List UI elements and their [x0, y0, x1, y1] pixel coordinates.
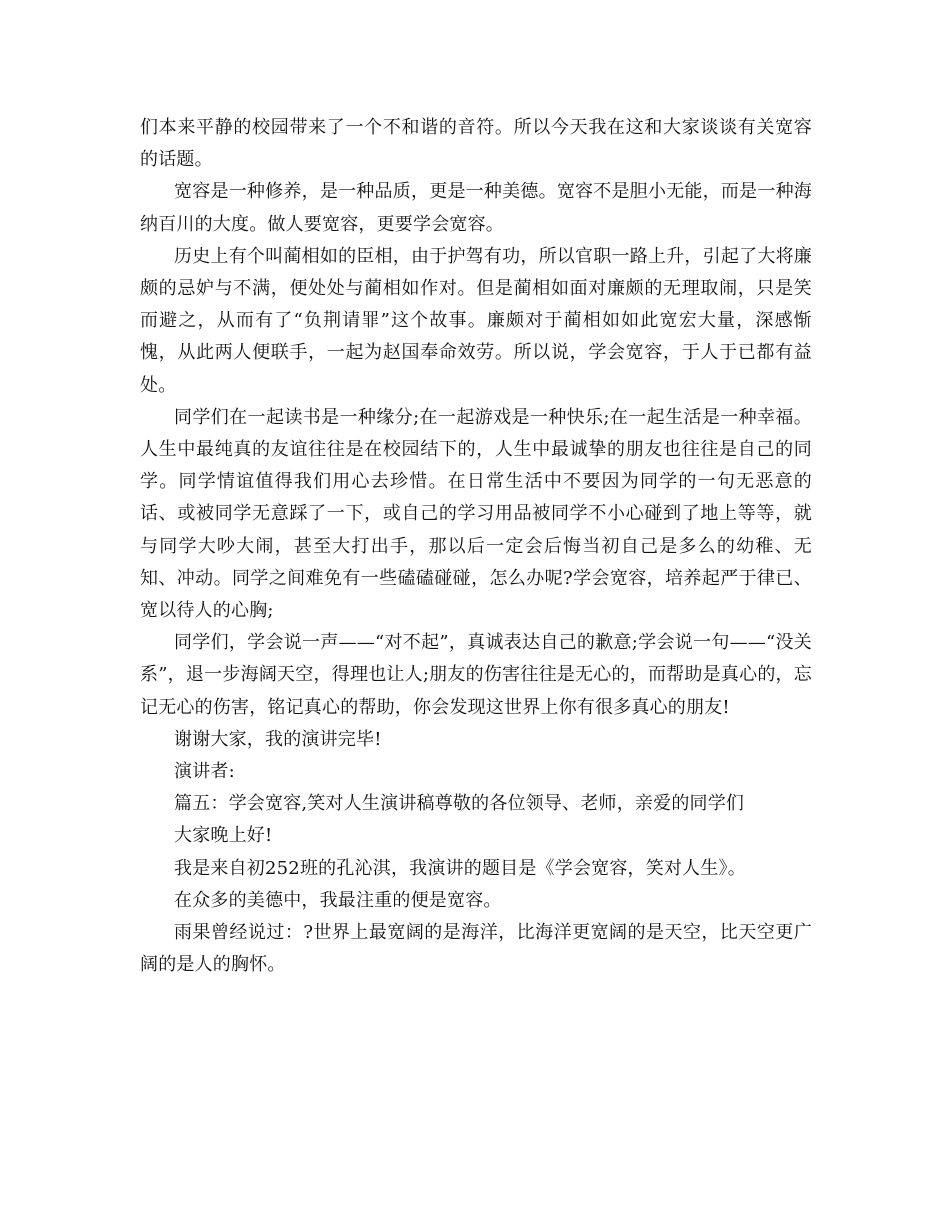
paragraph-apology: 同学们，学会说一声——“对不起”，真诚表达自己的歉意;学会说一句——“没关系”，退一步海阔天空，得理也让人;朋友的伤害往往是无心的，而帮助是真心的，忘记无心的伤害，铭记真心的帮助，你会发现这世界上你有很多真心的朋友! — [140, 632, 812, 718]
paragraph-history-story: 历史上有个叫蔺相如的臣相，由于护驾有功，所以官职一路上升，引起了大将廉颇的忌妒与不满，便处处与蔺相如作对。但是蔺相如面对廉颇的无理取闹，只是笑而避之，从而有了“负荆请罪”这个故事。廉颇对于蔺相如如此宽宏大量，深感惭愧，从此两人便联手，一起为赵国奉命效劳。所以说，学会宽容，于人于已都有益处。 — [140, 245, 812, 396]
paragraph-tolerance-definition: 宽容是一种修养，是一种品质，更是一种美德。宽容不是胆小无能，而是一种海纳百川的大度。做人要宽容，更要学会宽容。 — [140, 181, 812, 235]
speech-body — [140, 112, 812, 981]
paragraph-virtue: 在众多的美德中，我最注重的便是宽容。 — [174, 889, 502, 911]
paragraph-greeting: 大家晚上好! — [174, 825, 273, 847]
paragraph-hugo-quote: 雨果曾经说过：?世界上最宽阔的是海洋，比海洋更宽阔的是天空，比天空更广阔的是人的胸怀。 — [140, 922, 812, 976]
paragraph-section-five-title: 篇五：学会宽容,笑对人生演讲稿尊敬的各位领导、老师，亲爱的同学们 — [174, 793, 745, 815]
paragraph-introduction: 我是来自初252班的孔沁淇，我演讲的题目是《学会宽容，笑对人生》。 — [174, 857, 746, 879]
paragraph-continuation: 们本来平静的校园带来了一个不和谐的音符。所以今天我在这和大家谈谈有关宽容的话题。 — [140, 117, 812, 171]
paragraph-thanks: 谢谢大家，我的演讲完毕! — [174, 728, 382, 750]
paragraph-speaker: 演讲者: — [174, 761, 235, 783]
paragraph-classmates: 同学们在一起读书是一种缘分;在一起游戏是一种快乐;在一起生活是一种幸福。人生中最纯真的友谊往往是在校园结下的，人生中最诚挚的朋友也往往是自己的同学。同学情谊值得我们用心去珍惜。在日常生活中不要因为同学的一句无恶意的话、或被同学无意踩了一下，或自己的学习用品被同学不小心碰到了地上等等，就与同学大吵大闹，甚至大打出手，那以后一定会后悔当初自己是多么的幼稚、无知、冲动。同学之间难免有一些磕磕碰碰，怎么办呢?学会宽容，培养起严于律已、宽以待人的心胸; — [140, 406, 812, 622]
